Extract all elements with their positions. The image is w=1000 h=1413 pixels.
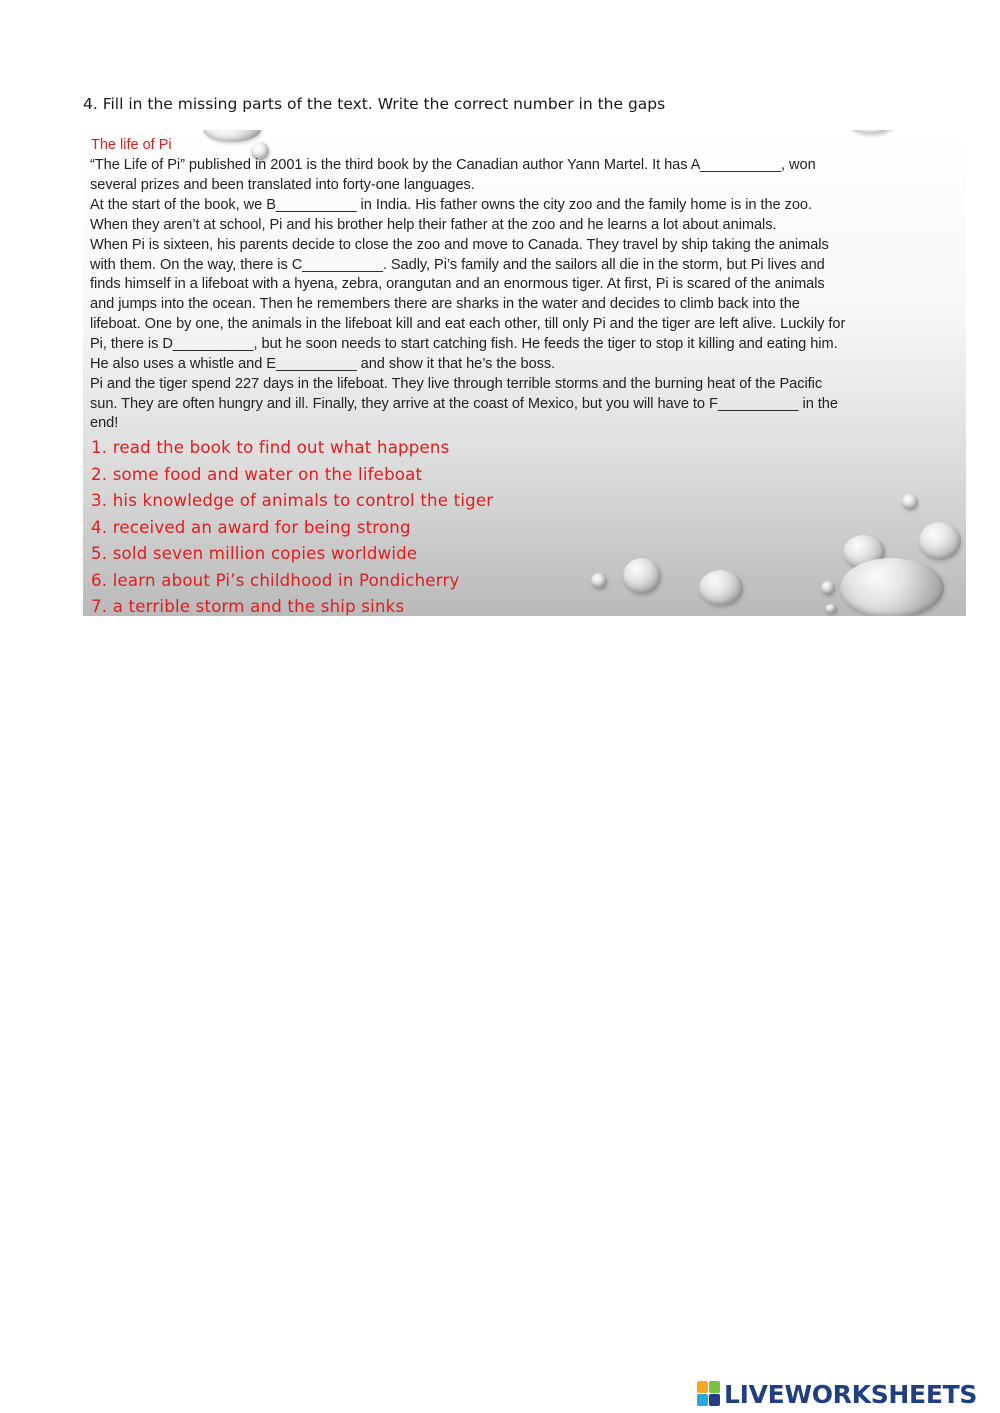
story-text-line: lifeboat. One by one, the animals in the lifeboat kill and eat each other, till only Pi and the tiger are left alive. Luckily for	[90, 316, 846, 332]
story-text-line: “The Life of Pi” published in 2001 is the third book by the Canadian author Yann Martel. It has A__________, won	[90, 157, 816, 173]
answer-option: 6. learn about Pi’s childhood in Pondicherry	[91, 571, 460, 590]
story-text-line: and jumps into the ocean. Then he remembers there are sharks in the water and decides to climb back into the	[90, 296, 800, 312]
story-text-line: At the start of the book, we B__________ in India. His father owns the city zoo and the family home is in the zoo.	[90, 197, 812, 213]
story-text-line: with them. On the way, there is C__________. Sadly, Pi’s family and the sailors all die in the storm, but Pi lives and	[90, 257, 825, 273]
answer-option: 1. read the book to find out what happens	[91, 438, 450, 457]
story-text-line: finds himself in a lifeboat with a hyena, zebra, orangutan and an enormous tiger. At first, Pi is scared of the animals	[90, 276, 825, 292]
answer-option: 7. a terrible storm and the ship sinks	[91, 597, 405, 616]
water-drop-decoration	[821, 581, 835, 595]
story-text-line: When they aren’t at school, Pi and his brother help their father at the zoo and he learns a lot about animals.	[90, 217, 777, 233]
liveworksheets-logo-icon	[697, 1381, 721, 1407]
answer-option: 3. his knowledge of animals to control the tiger	[91, 491, 494, 510]
water-drop-decoration	[902, 494, 918, 510]
answer-option: 4. received an award for being strong	[91, 518, 411, 537]
story-text-line: end!	[90, 415, 119, 431]
water-drop-decoration	[840, 558, 944, 616]
story-text-line: When Pi is sixteen, his parents decide to close the zoo and move to Canada. They travel by ship taking the animals	[90, 237, 829, 253]
answer-option: 2. some food and water on the lifeboat	[91, 465, 423, 484]
water-drop-decoration	[591, 573, 607, 589]
liveworksheets-logo-text: LIVEWORKSHEETS	[724, 1379, 978, 1409]
story-text-line: several prizes and been translated into forty-one languages.	[90, 177, 475, 193]
water-drop-decoration	[203, 130, 261, 142]
story-text-line: He also uses a whistle and E__________ and show it that he’s the boss.	[90, 356, 556, 372]
worksheet-slide-image	[83, 130, 966, 616]
story-title: The life of Pi	[91, 137, 172, 153]
story-text-line: Pi and the tiger spend 227 days in the lifeboat. They live through terrible storms and the burning heat of the Pacific	[90, 376, 823, 392]
water-drop-decoration	[699, 570, 743, 606]
answer-option: 5. sold seven million copies worldwide	[91, 544, 418, 563]
water-drop-decoration	[623, 558, 661, 594]
instruction-text: 4. Fill in the missing parts of the text. Write the correct number in the gaps	[83, 95, 666, 113]
water-drop-decoration	[825, 604, 837, 614]
liveworksheets-logo	[697, 1379, 977, 1409]
story-text-line: Pi, there is D__________, but he soon needs to start catching fish. He feeds the tiger to stop it killing and eating him.	[90, 336, 838, 352]
story-text-line: sun. They are often hungry and ill. Finally, they arrive at the coast of Mexico, but you will have to F__________ in the	[90, 396, 838, 412]
water-drop-decoration	[919, 522, 961, 560]
